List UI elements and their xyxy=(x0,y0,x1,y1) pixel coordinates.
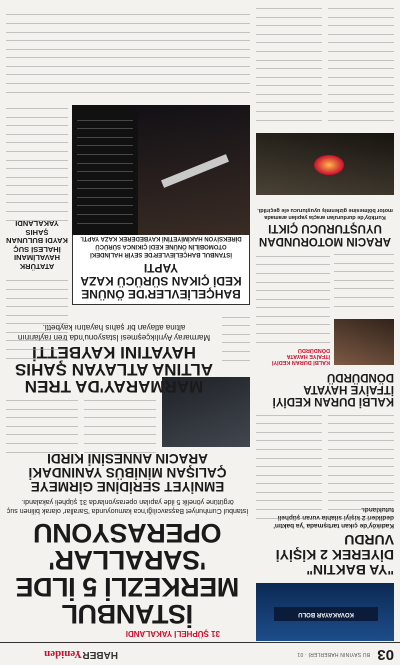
story-ataturk-body-1 xyxy=(6,273,68,365)
story-bahcelievler-headline: BAHÇELİEVLER'DE ÖNÜNE KEDİ ÇIKAN SÜRÜCÜ KAZA YAPTI xyxy=(80,261,242,301)
story-marmaray-body xyxy=(222,309,250,367)
story-kalp xyxy=(256,371,394,407)
date-line: BU SAYININ HABERLERİ · 01 xyxy=(297,651,370,657)
bottom-body xyxy=(6,7,250,99)
masthead xyxy=(0,642,400,665)
story-aracin-body-1 xyxy=(328,7,394,127)
story-aracin-body-2 xyxy=(256,7,322,127)
story-aracin-spot: Kurtköy'de durdurulan araçta yapılan aramada motor bölmesine gizlenmiş uyuşturucu ele geçirildi. xyxy=(257,207,393,220)
section-tag: HABER xyxy=(82,649,118,660)
engine-light xyxy=(314,155,344,175)
story-marmaray-headline: MARMARAY'DA TREN ALTINA ATLAYAN ŞAHIS HAYATINI KAYBETTİ xyxy=(14,343,214,396)
engine-photo xyxy=(256,133,394,195)
story-aracin-headline: ARACIN MOTORUNDAN UYUŞTURUCU ÇIKTI xyxy=(258,222,392,247)
story-kalp-body xyxy=(256,254,330,349)
knife-blade xyxy=(161,154,229,188)
story-emniyet-body-2 xyxy=(6,399,78,459)
cat-rescue-photo xyxy=(334,319,394,365)
story-emniyet-body-1 xyxy=(84,399,156,459)
story-ya-baktin-headline: "YA BAKTIN" DİYEREK 2 KİŞİYİ VURDU xyxy=(275,532,394,578)
story-ataturk-body-2 xyxy=(6,107,68,227)
story-ataturk-headline: ATATÜRK HAVALİMANI İHALESİ SUÇ KAYDI BULUNAN ŞAHIS YAKALANDI xyxy=(6,219,68,271)
lead-spot: İstanbul Cumhuriyet Başsavcılığı'nca kamuoyunda 'Sarallar' olarak bilinen suç örgütüne yönelik 5 ilde yapılan operasyonlarda 31 şüpheli yakalandı. xyxy=(6,498,249,514)
story-ya-baktin-spot: Kadıköy'de çıkan tartışmada 'ya baktın' dedikleri 2 kişiyi silahla vuran şüpheli tutuklandı. xyxy=(273,506,394,529)
story-ya-baktin-body-1 xyxy=(328,415,394,525)
brand-logo: Yeniden xyxy=(44,648,82,660)
story-emniyet-headline: EMNİYET SERİDİNE GİRMEYE ÇALIŞAN MİNİBÜS YANINDAKİ ARACIN ANNESİNİ KIRDI xyxy=(28,451,227,494)
license-plate: KOVAKAYAR BOLU xyxy=(274,607,378,621)
story-aracin xyxy=(256,206,394,247)
lead-kicker: 31 ŞÜPHELİ YAKALANDI xyxy=(125,629,220,638)
story-kalp-headline: KALBİ DURAN KEDİYİ İTFAİYE HAYATA DÖNDÜRDÜ xyxy=(272,371,394,407)
story-ya-baktin-body-2 xyxy=(256,415,322,525)
knife-photo xyxy=(138,105,250,235)
dark-info-box xyxy=(72,105,138,235)
story-bahcelievler-sub: İSTANBUL BAHÇELİEVLER'DE SEYİR HALİNDEKİ OTOMOBİLİN ÖNÜNE KEDİ ÇIKINCA SÜRÜCÜ DİREKSİYON HAKİMİYETİNİ KAYBEDEREK KAZA YAPTI. xyxy=(80,235,242,257)
story-bahcelievler xyxy=(72,229,250,305)
story-marmaray-spot: Marmaray Ayrılıkçeşmesi İstasyonu'nda tren raylarının altına atlayan bir şahıs hayatını kaybetti. xyxy=(17,323,211,342)
lead-headline: İSTANBUL MERKEZLİ 5 İLDE 'SARALLAR' OPERASYONU xyxy=(15,518,240,629)
page-number: 03 xyxy=(377,646,394,663)
story-kalp-body-2 xyxy=(334,253,394,313)
license-plate-photo xyxy=(256,583,394,641)
story-kalp-tag: KALBİ DURAN KEDİYİ İTFAİYE HAYATA DÖNDÜRDÜ xyxy=(271,347,330,365)
